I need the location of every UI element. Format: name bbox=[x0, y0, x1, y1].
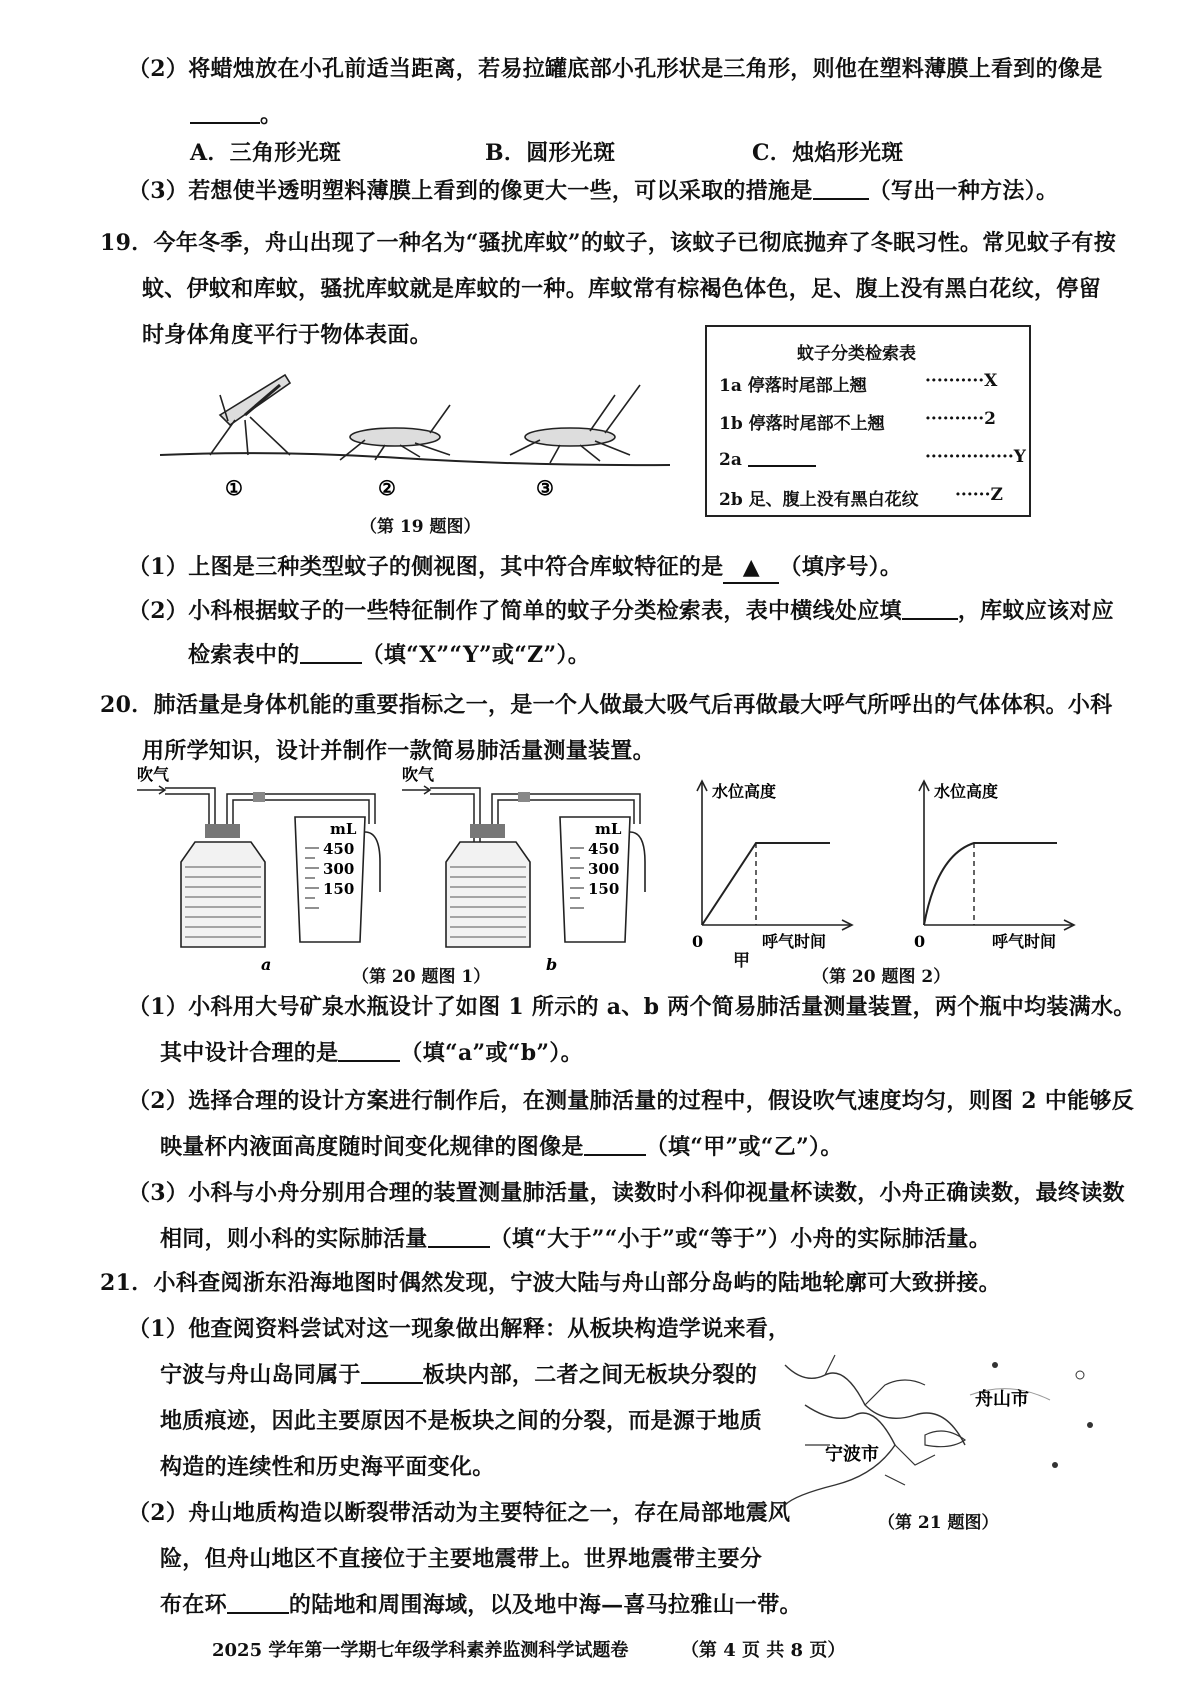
page-footer bbox=[212, 1636, 845, 1662]
key-row-2b: 2b 足、腹上没有黑白花纹 bbox=[719, 490, 919, 510]
fig-label-3: ③ bbox=[536, 476, 554, 500]
q20-part3-line2: 相同，则小科的实际肺活量 （填“大于”“小于”或“等于”）小舟的实际肺活量。 bbox=[160, 1226, 992, 1252]
q19-mosquito-figure bbox=[150, 355, 680, 515]
key-result-2a: ···············Y bbox=[925, 447, 1026, 467]
mosquito-2-image bbox=[340, 405, 450, 460]
q21-part2-line2: 险，但舟山地区不直接位于主要地震带上。世界地震带主要分 bbox=[160, 1546, 763, 1572]
q20-apparatus-a bbox=[135, 762, 395, 972]
svg-text:宁波市: 宁波市 bbox=[825, 1444, 879, 1465]
q20-stem-line2: 用所学知识，设计并制作一款简易肺活量测量装置。 bbox=[142, 738, 655, 764]
answer-blank[interactable] bbox=[584, 1132, 646, 1156]
q21-part1-line4: 构造的连续性和历史海平面变化。 bbox=[160, 1454, 495, 1480]
fig-label-1: ① bbox=[225, 476, 243, 500]
q20-apparatus-b bbox=[400, 762, 660, 972]
q20-part1-line2: 其中设计合理的是 （填“a”或“b”）。 bbox=[160, 1040, 583, 1066]
answer-blank[interactable] bbox=[338, 1038, 400, 1062]
answer-blank[interactable] bbox=[300, 640, 362, 664]
key-row-2a: 2a bbox=[719, 447, 816, 470]
q19-part2-line1: （2）小科根据蚊子的一些特征制作了简单的蚊子分类检索表，表中横线处应填 ，库蚊应该对应 bbox=[128, 598, 1114, 624]
svg-text:150: 150 bbox=[588, 880, 620, 898]
svg-text:450: 450 bbox=[323, 840, 355, 858]
q21-stem-line1: 21．小科查阅浙东沿海地图时偶然发现，宁波大陆与舟山部分岛屿的陆地轮廓可大致拼接。 bbox=[100, 1270, 1001, 1296]
svg-text:吹气: 吹气 bbox=[402, 765, 435, 784]
q19-part1-line: （1）上图是三种类型蚊子的侧视图，其中符合库蚊特征的是 ▲ （填序号）。 bbox=[128, 552, 902, 584]
svg-text:300: 300 bbox=[588, 860, 620, 878]
answer-blank[interactable] bbox=[428, 1224, 490, 1248]
q18-part2-answer-line bbox=[190, 100, 282, 130]
q18-part2-text: （2）将蜡烛放在小孔前适当距离，若易拉罐底部小孔形状是三角形，则他在塑料薄膜上看到的像是 bbox=[128, 56, 1103, 82]
svg-text:b: b bbox=[546, 955, 558, 972]
footer-title: 2025 学年第一学期七年级学科素养监测科学试题卷 bbox=[212, 1640, 629, 1661]
q20-graph-yi bbox=[912, 775, 1082, 950]
q21-map-figure bbox=[775, 1345, 1115, 1525]
svg-text:水位高度: 水位高度 bbox=[934, 782, 999, 801]
q20-part2-line1: （2）选择合理的设计方案进行制作后，在测量肺活量的过程中，假设吹气速度均匀，则图 2 中能够反 bbox=[128, 1088, 1135, 1114]
answer-blank[interactable] bbox=[190, 100, 260, 124]
q20-part2-line2: 映量杯内液面高度随时间变化规律的图像是 （填“甲”或“乙”）。 bbox=[160, 1134, 843, 1160]
q21-part1-line3: 地质痕迹，因此主要原因不是板块之间的分裂，而是源于地质 bbox=[160, 1408, 763, 1434]
graph-name-jia: 甲 bbox=[733, 951, 750, 971]
key-result-2b: ······Z bbox=[955, 485, 1003, 505]
answer-blank[interactable] bbox=[227, 1590, 289, 1614]
key-result-1b: ··········2 bbox=[925, 409, 997, 429]
svg-text:a: a bbox=[261, 955, 272, 972]
q19-figure-caption: （第 19 题图） bbox=[360, 517, 481, 537]
svg-text:mL: mL bbox=[595, 820, 622, 838]
q18-part2-end: 。 bbox=[260, 102, 283, 128]
svg-text:呼气时间: 呼气时间 bbox=[762, 932, 827, 950]
svg-text:0: 0 bbox=[692, 932, 704, 950]
q20-part1-line1: （1）小科用大号矿泉水瓶设计了如图 1 所示的 a、b 两个简易肺活量测量装置，两个瓶中均装满水。 bbox=[128, 994, 1136, 1020]
q18-option-b: B．圆形光斑 bbox=[485, 140, 616, 166]
q19-stem-line3: 时身体角度平行于物体表面。 bbox=[142, 322, 432, 348]
answer-blank[interactable] bbox=[723, 552, 779, 584]
q18-part3-end: （写出一种方法）。 bbox=[868, 178, 1059, 204]
mosquito-key-table bbox=[705, 325, 1031, 517]
svg-text:舟山市: 舟山市 bbox=[975, 1389, 1029, 1410]
answer-blank[interactable] bbox=[361, 1360, 423, 1384]
key-table-title: 蚊子分类检索表 bbox=[797, 344, 916, 364]
svg-text:吹气: 吹气 bbox=[137, 765, 170, 784]
q18-part3-line bbox=[128, 176, 1058, 206]
q18-option-a: A．三角形光斑 bbox=[190, 140, 342, 166]
svg-text:0: 0 bbox=[914, 932, 926, 950]
footer-page-number: （第 4 页 共 8 页） bbox=[680, 1640, 846, 1661]
key-row-1a: 1a 停落时尾部上翘 bbox=[719, 376, 867, 396]
q19-stem-line1: 19．今年冬季，舟山出现了一种名为“骚扰库蚊”的蚊子，该蚊子已彻底抛弃了冬眠习性。常见蚊子有按 bbox=[100, 230, 1117, 256]
key-result-1a: ··········X bbox=[925, 371, 998, 391]
q20-figure1-caption: （第 20 题图 1） bbox=[352, 967, 491, 987]
q21-part1-line1: （1）他查阅资料尝试对这一现象做出解释：从板块构造学说来看， bbox=[128, 1316, 791, 1342]
svg-text:450: 450 bbox=[588, 840, 620, 858]
key-row-1b: 1b 停落时尾部不上翘 bbox=[719, 414, 885, 434]
svg-text:mL: mL bbox=[330, 820, 357, 838]
q21-part2-line1: （2）舟山地质构造以断裂带活动为主要特征之一，存在局部地震风 bbox=[128, 1500, 791, 1526]
q18-part3-text: （3）若想使半透明塑料薄膜上看到的像更大一些，可以采取的措施是 bbox=[128, 178, 813, 204]
answer-blank[interactable] bbox=[748, 447, 816, 467]
q20-part3-line1: （3）小科与小舟分别用合理的装置测量肺活量，读数时小科仰视量杯读数，小舟正确读数，最终读数 bbox=[128, 1180, 1125, 1206]
q20-figure2-caption: （第 20 题图 2） bbox=[812, 967, 951, 987]
mosquito-1-image bbox=[210, 375, 290, 455]
q19-stem-line2: 蚊、伊蚊和库蚊，骚扰库蚊就是库蚊的一种。库蚊常有棕褐色体色，足、腹上没有黑白花纹，停留 bbox=[142, 276, 1101, 302]
fig-label-2: ② bbox=[378, 476, 396, 500]
q21-part2-line3: 布在环 的陆地和周围海域，以及地中海—喜马拉雅山一带。 bbox=[160, 1592, 802, 1618]
svg-text:呼气时间: 呼气时间 bbox=[992, 932, 1057, 950]
q19-part2-line2: 检索表中的 （填“X”“Y”或“Z”）。 bbox=[188, 642, 591, 668]
q18-option-c: C．烛焰形光斑 bbox=[752, 140, 904, 166]
mosquito-3-image bbox=[510, 385, 640, 463]
answer-blank[interactable] bbox=[813, 176, 869, 200]
svg-text:300: 300 bbox=[323, 860, 355, 878]
q21-part1-line2: 宁波与舟山岛同属于 板块内部，二者之间无板块分裂的 bbox=[160, 1362, 758, 1388]
q21-figure-caption: （第 21 题图） bbox=[878, 1513, 999, 1533]
answer-blank[interactable] bbox=[902, 596, 958, 620]
q20-graph-jia bbox=[690, 775, 860, 950]
q20-stem-line1: 20．肺活量是身体机能的重要指标之一，是一个人做最大吸气后再做最大呼气所呼出的气体体积。小科 bbox=[100, 692, 1113, 718]
svg-text:150: 150 bbox=[323, 880, 355, 898]
triangle-mark-icon: ▲ bbox=[742, 554, 761, 580]
svg-text:水位高度: 水位高度 bbox=[712, 782, 777, 801]
